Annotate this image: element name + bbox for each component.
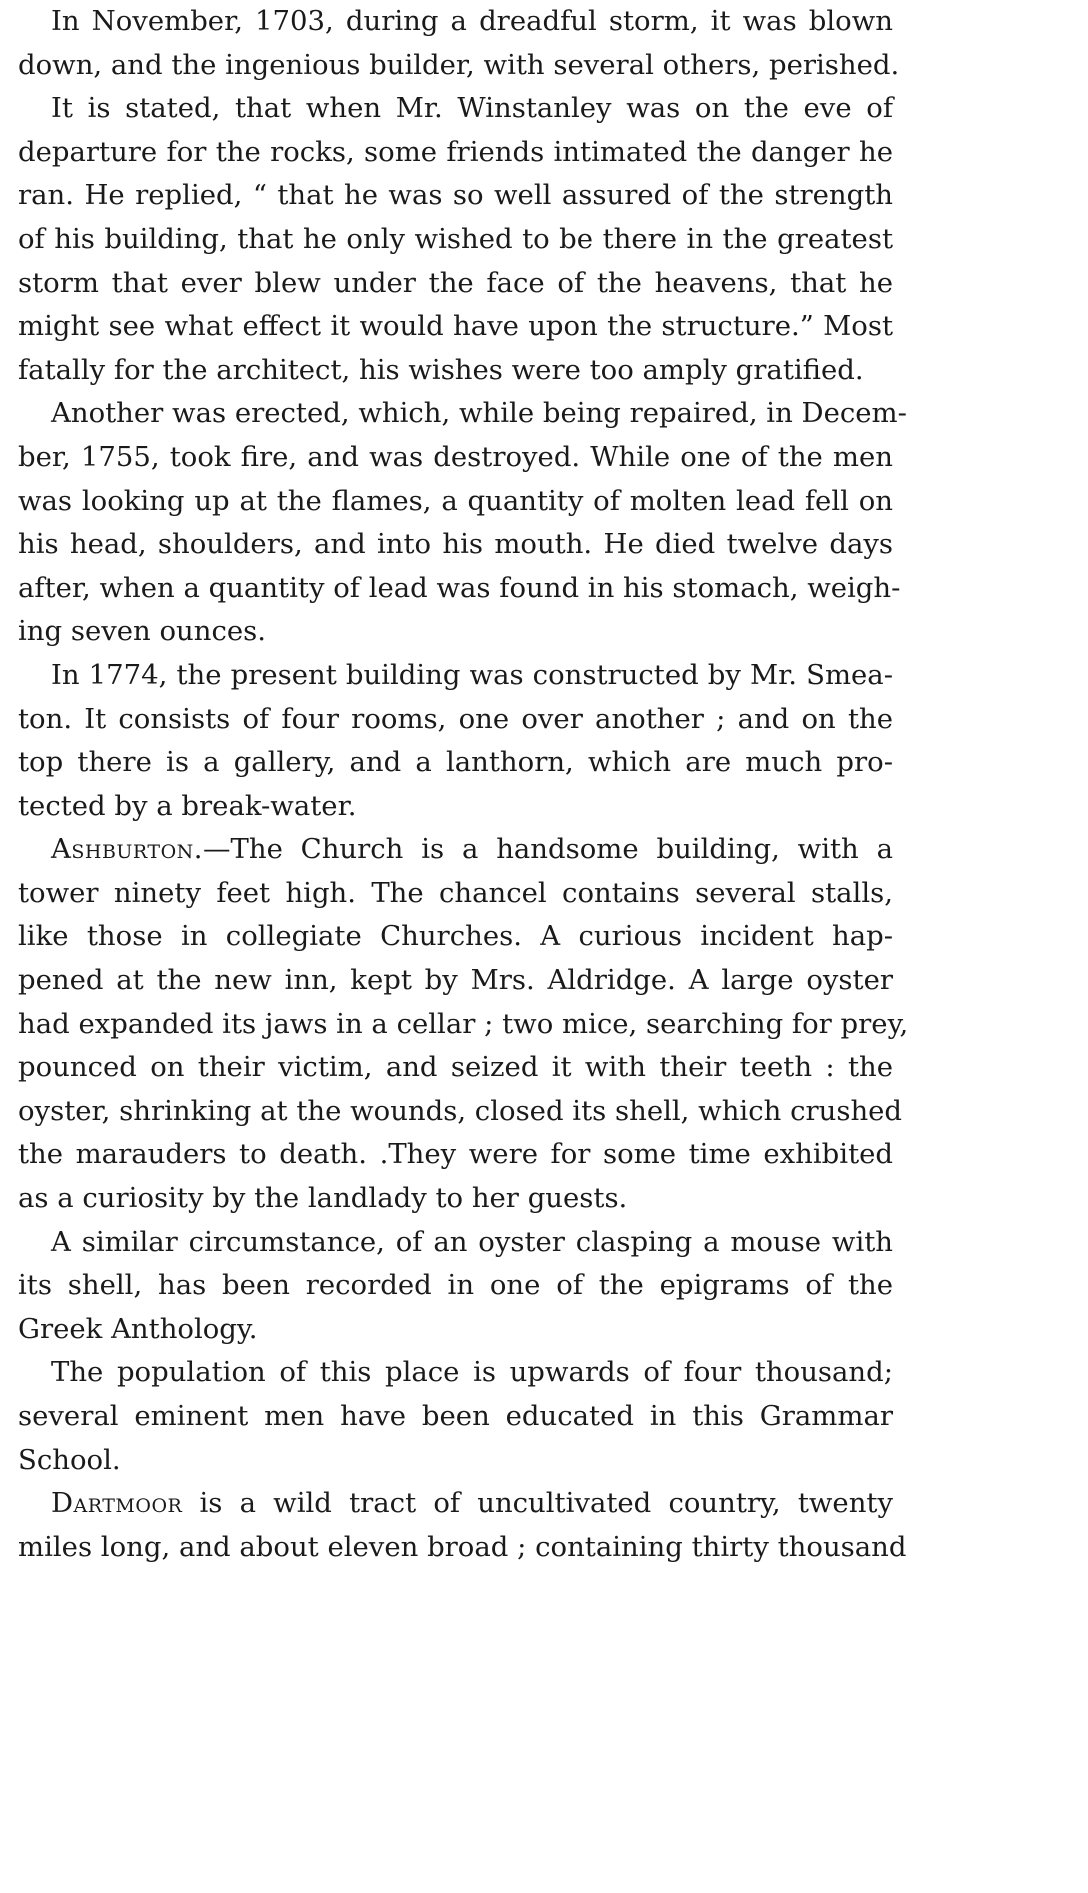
- line-text: miles long, and about eleven broad ; containing thirty thousand: [18, 1530, 907, 1563]
- book-page: [18, 0, 909, 1569]
- line-text: ing seven ounces.: [18, 615, 267, 648]
- text-line: [18, 915, 893, 959]
- line-text: pounced on their victim, and seized it with their teeth : the: [18, 1051, 893, 1084]
- text-line: [18, 1351, 893, 1395]
- text-line: [18, 785, 893, 829]
- text-line: [18, 174, 893, 218]
- line-text: School.: [18, 1443, 121, 1476]
- text-line: [18, 0, 893, 44]
- text-line: [18, 741, 893, 785]
- paragraph-fire: [18, 392, 907, 654]
- text-line: [18, 567, 901, 611]
- line-text: top there is a gallery, and a lanthorn, which are much pro-: [18, 746, 893, 779]
- text-line: [18, 87, 893, 131]
- line-text: ber, 1755, took fire, and was destroyed. While one of the men: [18, 440, 893, 473]
- place-name-heading: Dartmoor: [51, 1487, 183, 1520]
- text-line: [18, 1177, 893, 1221]
- text-line: [18, 218, 893, 262]
- line-text: after, when a quantity of lead was found in his stomach, weigh-: [18, 571, 901, 604]
- line-text: tower ninety feet high. The chancel contains several stalls,: [18, 876, 893, 909]
- text-line: [18, 1395, 893, 1439]
- line-text: several eminent men have been educated in this Grammar: [18, 1400, 893, 1432]
- line-text: was looking up at the flames, a quantity of molten lead fell on: [18, 484, 893, 517]
- text-line: [18, 828, 893, 872]
- text-line: [18, 1308, 893, 1352]
- line-text: tected by a break-water.: [18, 789, 357, 822]
- text-line: [18, 305, 893, 349]
- paragraph-ashburton: [18, 828, 909, 1220]
- text-line: [18, 131, 893, 175]
- line-text: Another was erected, which, while being repaired, in Decem-: [51, 397, 907, 430]
- text-line: [18, 523, 893, 567]
- text-line: [18, 392, 907, 436]
- line-text: of his building, that he only wished to be there in the greatest: [18, 222, 893, 255]
- text-line: [18, 610, 893, 654]
- line-text: his head, shoulders, and into his mouth. He died twelve days: [18, 528, 893, 561]
- line-text: as a curiosity by the landlady to her guests.: [18, 1182, 628, 1215]
- line-text: storm that ever blew under the face of the heavens, that he: [18, 266, 893, 299]
- text-line: [18, 698, 893, 742]
- line-text: is a wild tract of uncultivated country, twenty: [182, 1487, 893, 1520]
- paragraph-dartmoor: [18, 1482, 907, 1569]
- text-line: [18, 436, 893, 480]
- text-line: [18, 480, 893, 524]
- line-text: down, and the ingenious builder, with several others, perished.: [18, 48, 900, 81]
- line-text: its shell, has been recorded in one of the epigrams of the: [18, 1269, 893, 1302]
- line-text: A similar circumstance, of an oyster clasping a mouse with: [51, 1225, 893, 1258]
- text-line: [18, 1003, 909, 1047]
- line-text: like those in collegiate Churches. A curious incident hap-: [18, 920, 893, 953]
- line-text: pened at the new inn, kept by Mrs. Aldridge. A large oyster: [18, 964, 893, 997]
- paragraph-anthology: [18, 1221, 893, 1352]
- text-line: [18, 1221, 893, 1265]
- line-text: ton. It consists of four rooms, one over another ; and on the: [18, 702, 893, 735]
- line-text: oyster, shrinking at the wounds, closed its shell, which crushed: [18, 1094, 903, 1127]
- line-text: The population of this place is upwards of four thousand;: [51, 1356, 893, 1389]
- text-line: [18, 872, 893, 916]
- text-line: [18, 262, 893, 306]
- text-line: [18, 1264, 893, 1308]
- line-text: fatally for the architect, his wishes were too amply gratified.: [18, 353, 864, 386]
- line-text: ran. He replied, “ that he was so well assured of the strength: [18, 179, 893, 212]
- text-line: [18, 959, 893, 1003]
- line-text: In November, 1703, during a dreadful storm, it was blown: [51, 5, 893, 37]
- line-text: In 1774, the present building was constructed by Mr. Smea-: [51, 658, 893, 691]
- text-line: [18, 1090, 903, 1134]
- line-text: It is stated, that when Mr. Winstanley was on the eve of: [51, 92, 893, 125]
- paragraph-smeaton: [18, 654, 893, 828]
- text-line: [18, 654, 893, 698]
- line-text: Greek Anthology.: [18, 1312, 258, 1345]
- text-line: [18, 1482, 893, 1526]
- text-line: [18, 1526, 907, 1570]
- text-line: [18, 1046, 893, 1090]
- text-line: [18, 1133, 893, 1177]
- text-line: [18, 349, 893, 393]
- text-line: [18, 44, 900, 88]
- paragraph-population: [18, 1351, 893, 1482]
- line-text: might see what effect it would have upon the structure.” Most: [18, 310, 893, 343]
- text-line: [18, 1439, 893, 1483]
- line-text: —The Church is a handsome building, with a: [203, 833, 893, 866]
- line-text: departure for the rocks, some friends intimated the danger he: [18, 135, 893, 168]
- line-text: had expanded its jaws in a cellar ; two mice, searching for prey,: [18, 1007, 909, 1040]
- paragraph-winstanley: [18, 87, 893, 392]
- line-text: the marauders to death. .They were for some time exhibited: [18, 1138, 893, 1171]
- paragraph-storm: [18, 0, 900, 87]
- place-name-heading: Ashburton.: [51, 833, 204, 866]
